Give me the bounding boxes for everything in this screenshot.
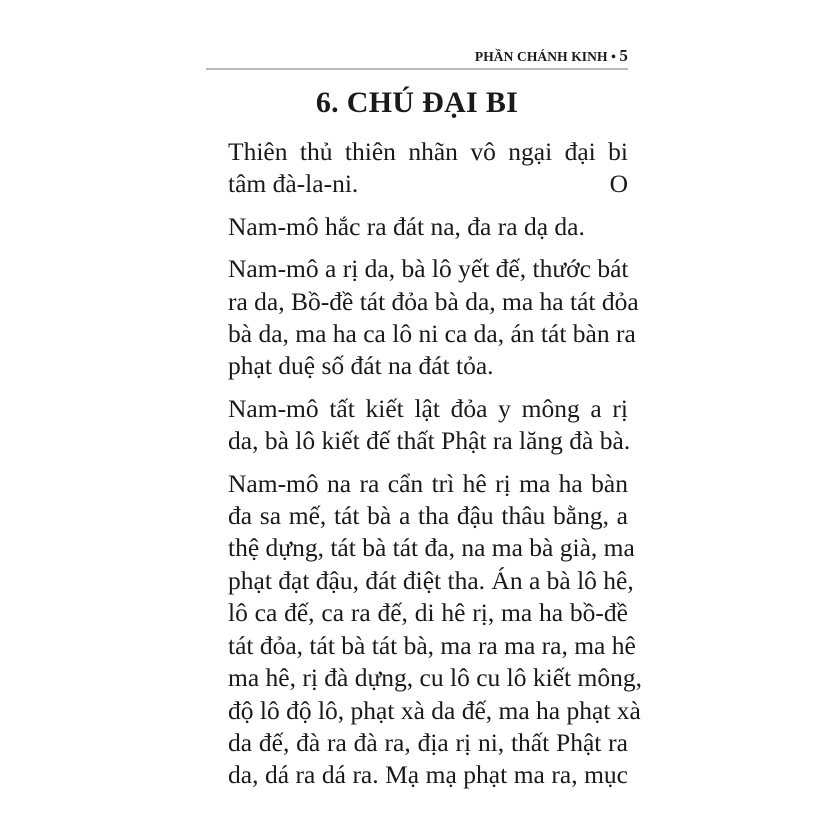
paragraph-4: [206, 393, 631, 458]
text-line: da đế, đà ra đà ra, địa rị ni, thất Phật ra: [228, 727, 628, 757]
chapter-title: 6. CHÚ ĐẠI BI: [315, 86, 519, 119]
text-line: Nam-mô na ra cẩn trì hê rị ma ha bàn: [228, 468, 628, 498]
section-label: PHẦN CHÁNH KINH •: [474, 49, 616, 64]
text-line: phạt đạt đậu, đát điệt tha. Án a bà lô hê,: [228, 565, 634, 595]
paragraph-3: [206, 253, 639, 383]
text-line: [206, 168, 628, 200]
paragraph-5: [206, 468, 642, 792]
text-line: bà da, ma ha ca lô ni ca da, án tát bàn ra: [228, 319, 636, 349]
page-number: 5: [619, 46, 628, 65]
text-line: độ lô độ lô, phạt xà da đế, ma ha phạt xà: [228, 695, 641, 725]
text-line: thệ dựng, tát bà tát đa, na ma bà già, ma: [228, 533, 635, 563]
text-fragment: tâm đà-la-ni.: [228, 169, 359, 199]
paragraph-1: [206, 136, 628, 201]
text-line: lô ca đế, ca ra đế, di hê rị, ma ha bồ-đề: [228, 598, 628, 628]
text-line: ra da, Bồ-đề tát đỏa bà da, ma ha tát đỏa: [228, 286, 639, 316]
text-line: da, dá ra dá ra. Mạ mạ phạt ma ra, mục: [228, 760, 628, 790]
text-line: ma hê, rị đà dựng, cu lô cu lô kiết mông,: [228, 663, 642, 693]
circle-mark: O: [609, 169, 628, 199]
running-header: [206, 46, 628, 66]
text-line: Thiên thủ thiên nhãn vô ngại đại bi: [228, 137, 628, 166]
text-line: da, bà lô kiết đế thất Phật ra lăng đà bà.: [228, 426, 631, 456]
text-line: tát đỏa, tát bà tát bà, ma ra ma ra, ma hê: [228, 630, 636, 660]
text-line: đa sa mế, tát bà a tha đậu thâu bằng, a: [228, 501, 628, 531]
text-line: Nam-mô tất kiết lật đỏa y mông a rị: [228, 393, 628, 423]
text-line: phạt duệ số đát na đát tỏa.: [228, 351, 494, 381]
text-line: Nam-mô a rị da, bà lô yết đế, thước bát: [228, 254, 629, 284]
paragraph-2: [206, 211, 628, 243]
text-line: Nam-mô hắc ra đát na, đa ra dạ da.: [228, 211, 585, 241]
body-text: [206, 136, 642, 802]
header-rule: [206, 68, 628, 70]
